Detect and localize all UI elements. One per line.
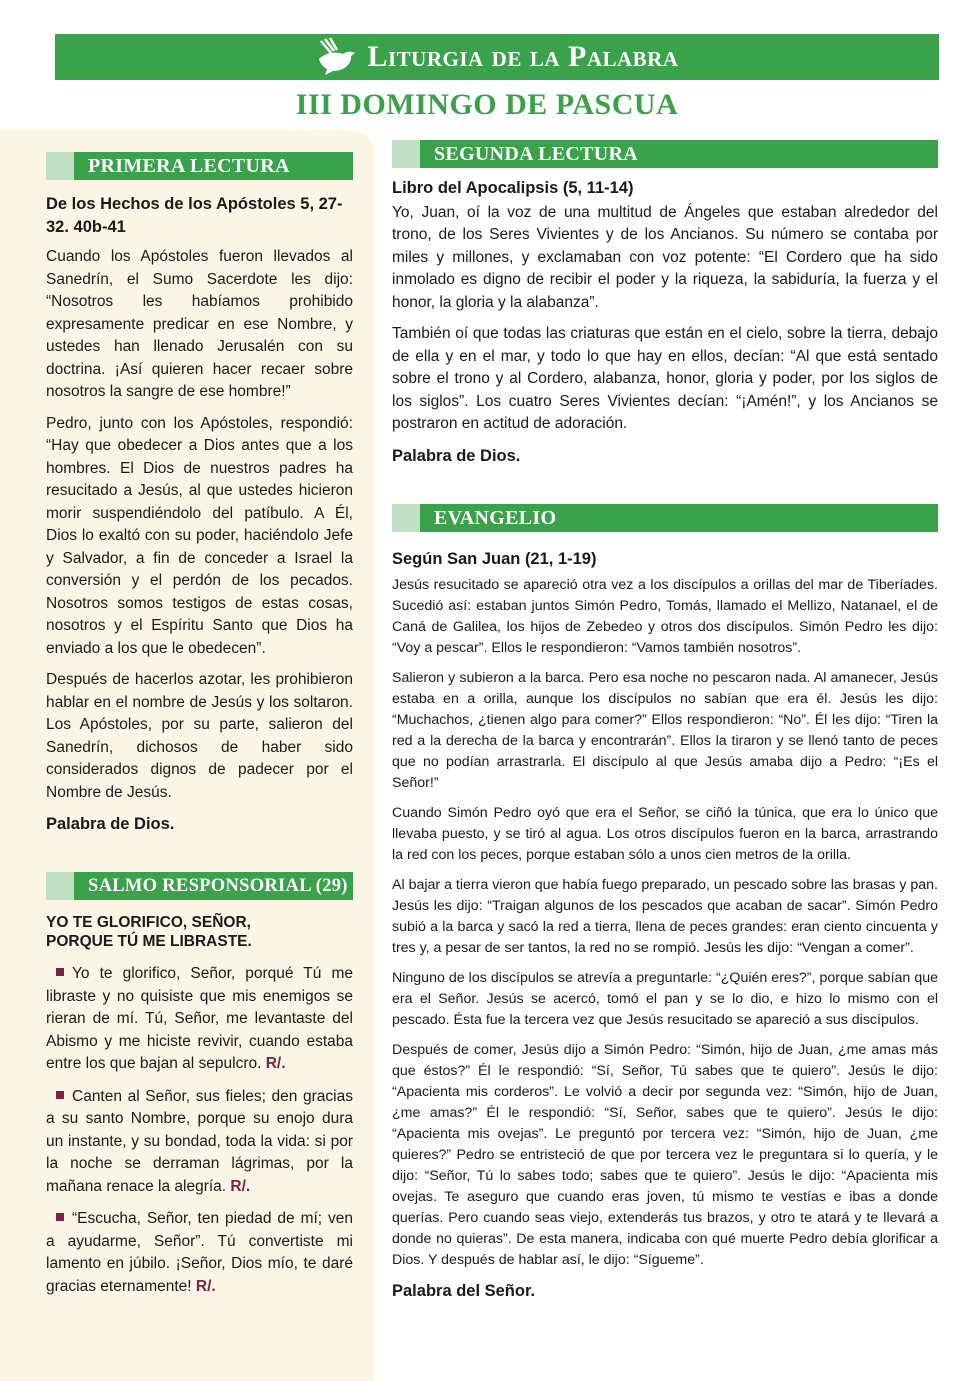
- section-title: EVANGELIO: [420, 504, 938, 532]
- reading-reference: De los Hechos de los Apóstoles 5, 27-32. 40b-41: [46, 195, 343, 236]
- psalm-stanza: [46, 1208, 353, 1298]
- primera-lectura-header: [46, 152, 353, 180]
- antiphon-line: YO TE GLORIFICO, SEÑOR,: [46, 914, 251, 931]
- dove-icon: [315, 37, 359, 77]
- stanza-text: “Escucha, Señor, ten piedad de mí; ven a ayudarme, Señor”. Tú convertiste mi lamento en júbilo. ¡Señor, Dios mío, te daré gracias eternamente!: [46, 1210, 353, 1295]
- reading-reference: Según San Juan (21, 1-19): [392, 550, 597, 568]
- header-tab: [46, 872, 74, 900]
- psalm-stanza: [46, 963, 353, 1076]
- evangelio-body: [392, 548, 938, 1311]
- segunda-lectura-body: [392, 177, 938, 476]
- psalm-stanza: [46, 1086, 353, 1199]
- paragraph: Pedro, junto con los Apóstoles, respondió: “Hay que obedecer a Dios antes que a los hombres. El Dios de nuestros padres ha resucitado a Jesús, al que ustedes hicieron morir suspendiéndolo del patíbulo. A Él, Dios lo exaltó con su poder, haciéndolo Jefe y Salvador, a fin de conceder a Israel la conversión y el perdón de los pecados. Nosotros somos testigos de estas cosas, nosotros y el Espíritu Santo que Dios ha enviado a los que le obedecen”.: [46, 414, 353, 657]
- segunda-lectura-header: [392, 140, 938, 168]
- bullet-icon: [56, 1091, 64, 1099]
- primera-lectura-body: [46, 193, 353, 845]
- response-mark: R/.: [230, 1177, 251, 1195]
- bullet-icon: [56, 1213, 64, 1221]
- bullet-icon: [56, 968, 64, 976]
- paragraph: Después de hacerlos azotar, les prohibieron hablar en el nombre de Jesús y los soltaron. Los Apóstoles, por su parte, salieron del Sanedrín, dichosos de haber sido considerados dignos de padecer por el Nombre de Jesús.: [46, 671, 353, 801]
- antiphon: [46, 913, 353, 951]
- evangelio-header: [392, 504, 938, 532]
- paragraph: Al bajar a tierra vieron que había fuego preparado, un pescado sobre las brasas y pan. Jesús les dijo: “Traigan algunos de los pescados que acaban de sacar”. Simón Pedro subió a la barca y sacó la red a tierra, llena de peces grandes: eran ciento cincuenta y tres y, a pesar de ser tantos, la red no se rompió. Jesús les dijo: “Vengan a comer”.: [392, 876, 938, 956]
- page-subtitle: III DOMINGO DE PASCUA: [295, 88, 679, 121]
- section-title: SEGUNDA LECTURA: [420, 140, 938, 168]
- response-mark: R/.: [265, 1055, 286, 1072]
- header-tab: [392, 140, 420, 168]
- paragraph: Salieron y subieron a la barca. Pero esa noche no pescaron nada. Al amanecer, Jesús estaba en a orilla, aunque los discípulos no sabían que era él. Jesús les dijo: “Muchachos, ¿tienen algo para comer?” Ellos respondieron: “No”. Él les dijo: “Tiren la red a la derecha de la barca y encontrarán”. Ellos la tiraron y se llenó tanto de peces que no podían arrastrarla. El discípulo al que Jesús amaba dijo a Pedro: “¡Es el Señor!”: [392, 669, 938, 791]
- salmo-header: [46, 872, 353, 900]
- closing-formula: Palabra de Dios.: [46, 815, 175, 833]
- closing-formula: Palabra de Dios.: [392, 446, 521, 465]
- response-mark: R/.: [195, 1277, 216, 1295]
- title-banner: [55, 34, 939, 80]
- header-tab: [392, 504, 420, 532]
- header-tab: [46, 152, 74, 180]
- paragraph: Ninguno de los discípulos se atrevía a preguntarle: “¿Quién eres?”, porque sabían que era el Señor. Jesús se acercó, tomó el pan y se lo dio, e hizo lo mismo con el pescado. Ésta fue la tercera vez que Jesús resucitado se apareció a sus discípulos.: [392, 969, 938, 1028]
- section-title: PRIMERA LECTURA: [74, 152, 353, 180]
- antiphon-line: PORQUE TÚ ME LIBRASTE.: [46, 933, 252, 950]
- page-title: Liturgia de la Palabra: [367, 40, 679, 73]
- salmo-body: [46, 913, 353, 1307]
- closing-formula: Palabra del Señor.: [392, 1281, 536, 1300]
- reading-reference: Libro del Apocalipsis (5, 11-14): [392, 179, 634, 197]
- paragraph: Yo, Juan, oí la voz de una multitud de Ángeles que estaban alrededor del trono, de los Seres Vivientes y de los Ancianos. Su número se contaba por miles y millones, y exclamaban con voz potente: “El Cordero que ha sido inmolado es digno de recibir el poder y la riqueza, la sabiduría, la fuerza y el honor, la gloria y la alabanza”.: [392, 203, 938, 311]
- paragraph: Jesús resucitado se apareció otra vez a los discípulos a orillas del mar de Tiberíades. Sucedió así: estaban juntos Simón Pedro, Tomás, llamado el Mellizo, Natanael, el de Caná de Galilea, los hijos de Zebedeo y otros dos discípulos. Simón Pedro les dijo: “Voy a pescar”. Ellos le respondieron: “Vamos también nosotros”.: [392, 576, 938, 656]
- paragraph: Cuando Simón Pedro oyó que era el Señor, se ciñó la túnica, que era lo único que llevaba puesto, y se tiró al agua. Los otros discípulos fueron en la barca, arrastrando la red con los peces, porque estaban sólo a unos cien metros de la orilla.: [392, 804, 938, 863]
- paragraph: También oí que todas las criaturas que están en el cielo, sobre la tierra, debajo de ella y en el mar, y todo lo que hay en ellos, decían: “Al que está sentado sobre el trono y al Cordero, alabanza, honor, gloria y poder, por los siglos de los siglos”. Los cuatro Seres Vivientes decían: “¡Amén!”, y los Ancianos se postraron en actitud de adoración.: [392, 325, 938, 432]
- paragraph: Después de comer, Jesús dijo a Simón Pedro: “Simón, hijo de Juan, ¿me amas más que éstos?” Él le respondió: “Sí, Señor, Tú sabes que te quiero”. Jesús le dijo: “Apacienta mis corderos”. Le volvió a decir por segunda vez: “Simón, hijo de Juan, ¿me amas?” Él le respondió: “Sí, Señor, sabes que te quiero”. Jesús le dijo: “Apacienta mis ovejas”. Le preguntó por tercera vez: “Simón, hijo de Juan, ¿me quieres?” Pedro se entristeció de que por tercera vez le preguntara si lo quería, y le dijo: “Señor, Tú lo sabes todo; sabes que te quiero”. Jesús le dijo: “Apacienta mis ovejas. Te aseguro que cuando eras joven, tú mismo te vestías e ibas a donde querías. Pero cuando seas viejo, extenderás tus brazos, y otro te atará y te llevará a donde no quieras”. De esta manera, indicaba con qué muerte Pedro debía glorificar a Dios. Y después de hablar así, le dijo: “Sígueme”.: [392, 1041, 938, 1268]
- section-title: SALMO RESPONSORIAL (29): [74, 872, 353, 900]
- stanza-text: Yo te glorifico, Señor, porqué Tú me libraste y no quisiste que mis enemigos se rieran de mí. Tú, Señor, me levantaste del Abismo y me hiciste revivir, cuando estaba entre los que bajan al sepulcro.: [46, 965, 353, 1072]
- stanza-text: Canten al Señor, sus fieles; den gracias a su santo Nombre, porque su enojo dura un instante, y su bondad, toda la vida: si por la noche se derraman lágrimas, por la mañana renace la alegría.: [46, 1087, 353, 1195]
- paragraph: Cuando los Apóstoles fueron llevados al Sanedrín, el Sumo Sacerdote les dijo: “Nosotros les habíamos prohibido expresamente predicar en ese Nombre, y ustedes han llenado Jerusalén con su doctrina. ¡Así quieren hacer recaer sobre nosotros la sangre de ese hombre!”: [46, 248, 353, 400]
